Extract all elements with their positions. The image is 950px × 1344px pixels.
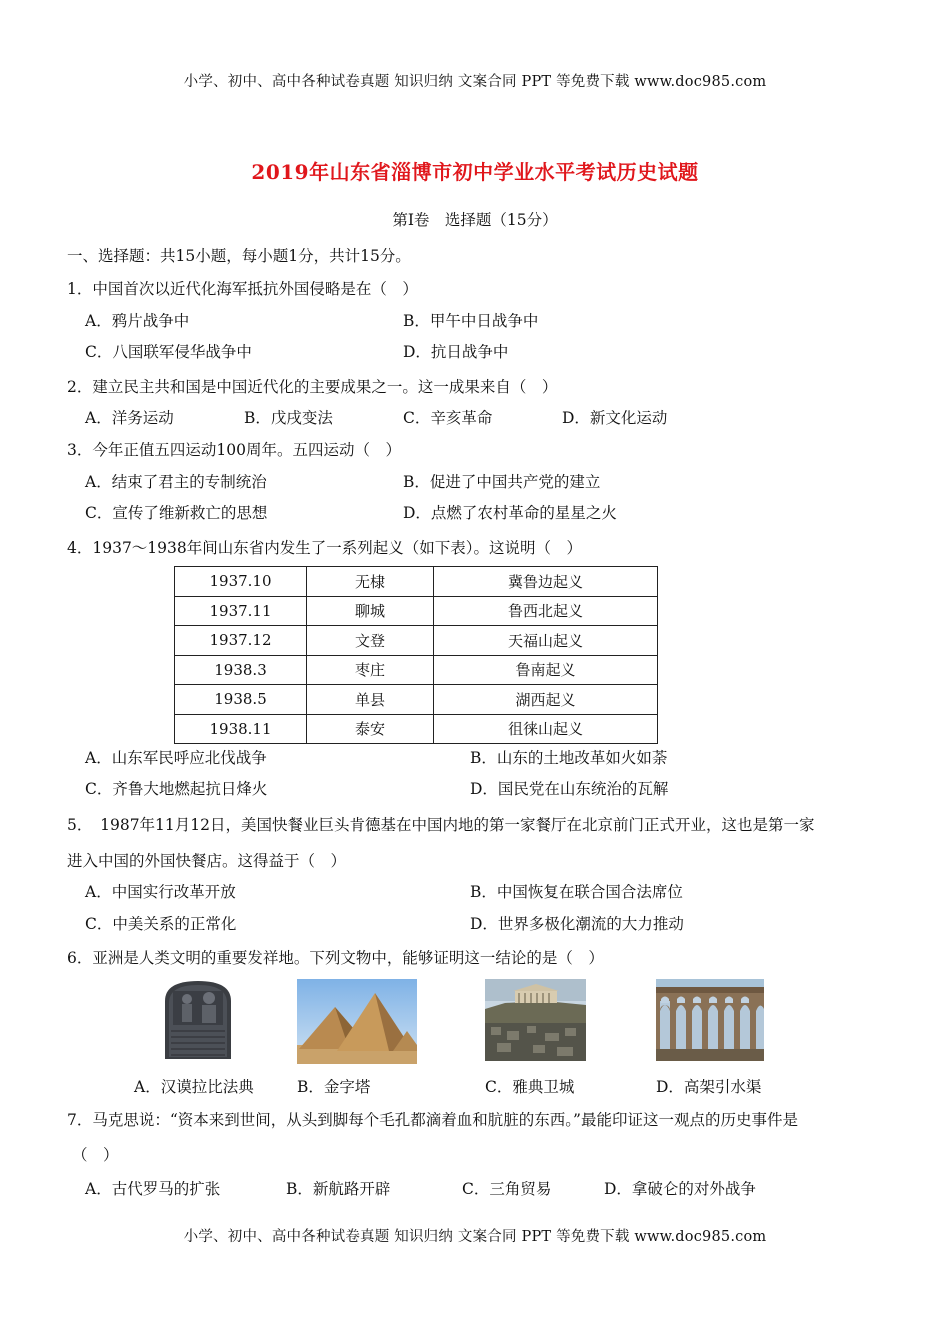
exam-title: 2019年山东省淄博市初中学业水平考试历史试题 xyxy=(251,160,699,184)
table-row xyxy=(175,567,658,597)
q6-option-b: B．金字塔 xyxy=(297,1078,371,1096)
q6-stem: 6．亚洲是人类文明的重要发祥地。下列文物中，能够证明这一结论的是（ ） xyxy=(67,949,604,967)
q1-stem: 1．中国首次以近代化海军抵抗外国侵略是在（ ） xyxy=(67,280,418,298)
q7-stem-line2: （ ） xyxy=(72,1146,119,1164)
aqueduct-image xyxy=(656,979,764,1061)
q6-option-c: C．雅典卫城 xyxy=(485,1078,575,1096)
table-cell-place: 泰安 xyxy=(307,714,434,744)
q4-option-d: D．国民党在山东统治的瓦解 xyxy=(470,780,669,798)
q3-option-b: B．促进了中国共产党的建立 xyxy=(403,473,601,491)
q7-stem-line1: 7．马克思说：“资本来到世间，从头到脚每个毛孔都滴着血和肮脏的东西。”最能印证这一观点的历史事件是 xyxy=(67,1111,798,1129)
q5-option-d: D．世界多极化潮流的大力推动 xyxy=(470,915,684,933)
table-cell-event: 湖西起义 xyxy=(434,685,658,715)
table-cell-date: 1937.10 xyxy=(175,567,307,597)
table-cell-place: 文登 xyxy=(307,626,434,656)
table-cell-date: 1937.11 xyxy=(175,596,307,626)
q5-option-b: B．中国恢复在联合国合法席位 xyxy=(470,883,683,901)
q2-stem: 2．建立民主共和国是中国近代化的主要成果之一。这一成果来自（ ） xyxy=(67,378,558,396)
q3-option-c: C．宣传了维新救亡的思想 xyxy=(85,504,268,522)
q7-option-a: A．古代罗马的扩张 xyxy=(85,1180,221,1198)
table-row xyxy=(175,596,658,626)
acropolis-image xyxy=(485,979,586,1061)
q3-option-a: A．结束了君主的专制统治 xyxy=(85,473,267,491)
q2-option-b: B．戊戌变法 xyxy=(244,409,333,427)
table-cell-place: 枣庄 xyxy=(307,655,434,685)
table-cell-place: 无棣 xyxy=(307,567,434,597)
q2-option-d: D．新文化运动 xyxy=(562,409,668,427)
q3-option-d: D．点燃了农村革命的星星之火 xyxy=(403,504,617,522)
q4-option-b: B．山东的土地改革如火如荼 xyxy=(470,749,668,767)
table-row xyxy=(175,626,658,656)
hammurabi-code-image xyxy=(157,979,239,1059)
q1-option-b: B．甲午中日战争中 xyxy=(403,312,539,330)
q6-option-a: A．汉谟拉比法典 xyxy=(134,1078,254,1096)
section-intro: 一、选择题：共15小题，每小题1分，共计15分。 xyxy=(67,247,411,265)
q5-stem-line2: 进入中国的外国快餐店。这得益于（ ） xyxy=(67,852,347,870)
table-cell-place: 单县 xyxy=(307,685,434,715)
table-cell-event: 天福山起义 xyxy=(434,626,658,656)
q4-option-a: A．山东军民呼应北伐战争 xyxy=(85,749,267,767)
q5-option-c: C．中美关系的正常化 xyxy=(85,915,237,933)
q2-option-a: A．洋务运动 xyxy=(85,409,174,427)
q7-option-d: D．拿破仑的对外战争 xyxy=(604,1180,756,1198)
uprising-table xyxy=(174,566,658,744)
q3-stem: 3．今年正值五四运动100周年。五四运动（ ） xyxy=(67,441,401,459)
q1-option-d: D．抗日战争中 xyxy=(403,343,509,361)
q5-option-a: A．中国实行改革开放 xyxy=(85,883,236,901)
table-cell-date: 1938.5 xyxy=(175,685,307,715)
q7-option-b: B．新航路开辟 xyxy=(286,1180,391,1198)
table-cell-event: 鲁南起义 xyxy=(434,655,658,685)
table-cell-date: 1937.12 xyxy=(175,626,307,656)
table-cell-event: 冀鲁边起义 xyxy=(434,567,658,597)
q5-stem-line1: 5． 1987年11月12日，美国快餐业巨头肯德基在中国内地的第一家餐厅在北京前门正式开业，这也是第一家 xyxy=(67,816,815,834)
table-row xyxy=(175,655,658,685)
pyramids-image xyxy=(297,979,417,1064)
q6-option-d: D．高架引水渠 xyxy=(656,1078,762,1096)
table-cell-date: 1938.3 xyxy=(175,655,307,685)
q1-option-a: A．鸦片战争中 xyxy=(85,312,190,330)
table-row xyxy=(175,685,658,715)
table-row xyxy=(175,714,658,744)
q4-stem: 4．1937～1938年间山东省内发生了一系列起义（如下表）。这说明（ ） xyxy=(67,539,583,557)
q2-option-c: C．辛亥革命 xyxy=(403,409,493,427)
section-subtitle: 第Ⅰ卷 选择题（15分） xyxy=(392,211,558,229)
table-cell-event: 徂徕山起义 xyxy=(434,714,658,744)
page-footer: 小学、初中、高中各种试卷真题 知识归纳 文案合同 PPT 等免费下载 www.doc985.com xyxy=(183,1229,767,1245)
table-cell-date: 1938.11 xyxy=(175,714,307,744)
page-header: 小学、初中、高中各种试卷真题 知识归纳 文案合同 PPT 等免费下载 www.doc985.com xyxy=(183,74,767,90)
table-cell-place: 聊城 xyxy=(307,596,434,626)
q1-option-c: C．八国联军侵华战争中 xyxy=(85,343,252,361)
table-cell-event: 鲁西北起义 xyxy=(434,596,658,626)
q4-option-c: C．齐鲁大地燃起抗日烽火 xyxy=(85,780,268,798)
q7-option-c: C．三角贸易 xyxy=(462,1180,552,1198)
